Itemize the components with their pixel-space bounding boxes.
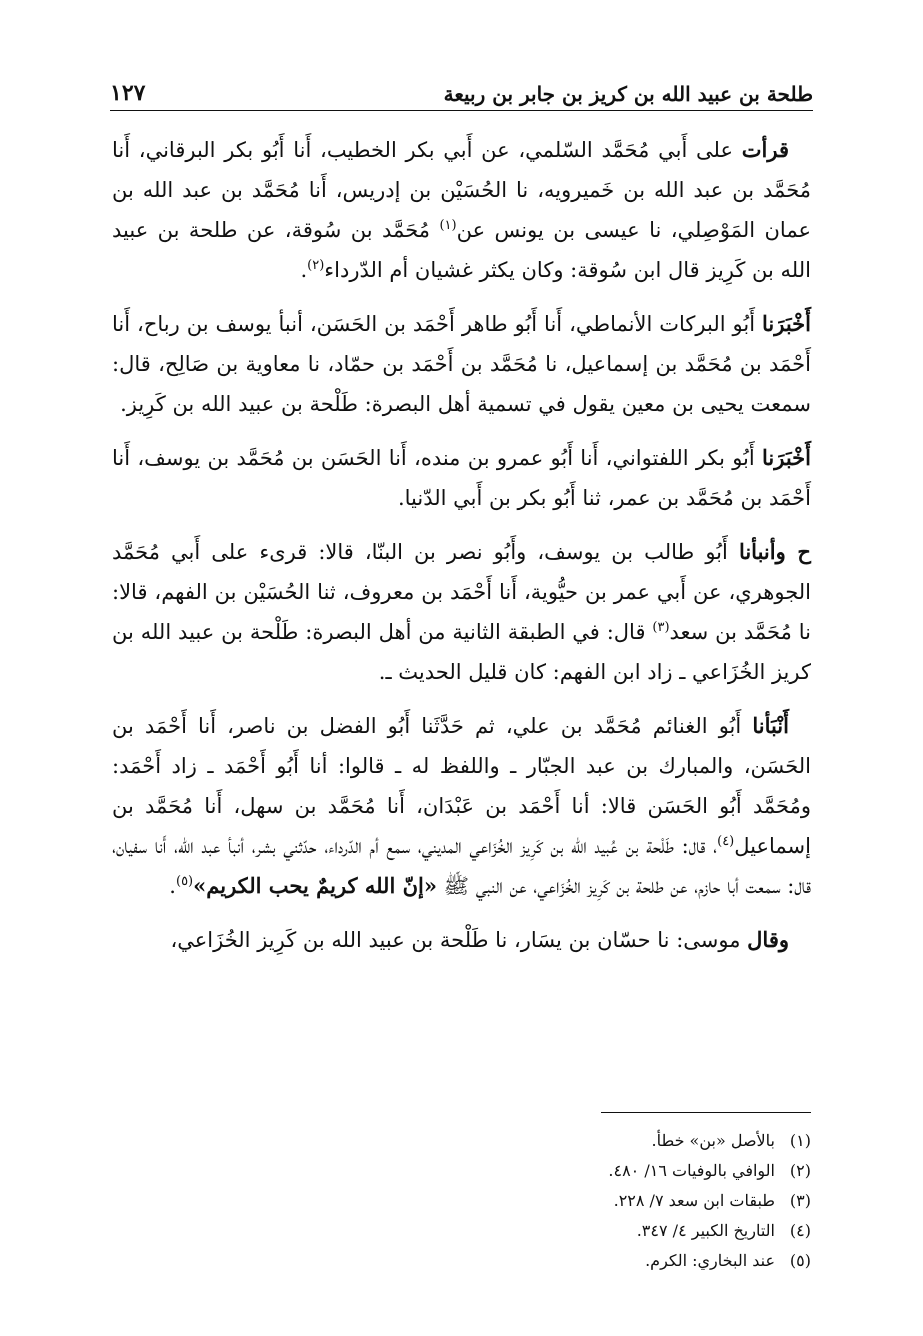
- footnote-number: (١): [789, 1131, 811, 1150]
- paragraph-text: موسى: نا حسّان بن يسَار، نا طَلْحة بن عبيد الله بن كَرِيز الخُزَاعي،: [170, 928, 748, 952]
- footnote-item: [300, 1216, 811, 1246]
- footnote-item: [300, 1156, 811, 1186]
- running-title: طلحة بن عبيد الله بن كريز بن جابر بن ربيعة: [443, 82, 813, 106]
- paragraph-text: قال: في الطبقة الثانية من أهل البصرة: طَلْحة بن عبيد الله بن كريز الخُزَاعي ـ زاد ابن الفهم: كان قليل الحديث ـ.: [112, 620, 811, 684]
- running-head: [110, 70, 813, 111]
- footnote-separator: [601, 1112, 811, 1113]
- paragraph-lead: أَخْبَرَنا: [762, 311, 811, 336]
- page-number: ١٢٧: [110, 80, 146, 106]
- paragraph-lead: ح وأنبأنا: [738, 539, 811, 564]
- paragraph-text: أَبُو البركات الأنماطي، أَنا أَبُو طاهر أَحْمَد بن الحَسَن، أنبأ يوسف بن رباح، أَنا أَحْمَد بن مُحَمَّد بن إسماعيل، نا مُحَمَّد بن أَحْمَد بن حمّاد، نا معاوية بن صَالِح، قال: سمعت يحيى بن معين يقول في تسمية أهل البصرة: طَلْحة بن عبيد الله بن كَرِيز.: [112, 312, 811, 416]
- hadith-quote: «إنّ الله كريمٌ يحب الكريم»: [193, 873, 437, 898]
- footnote-number: (٣): [789, 1191, 811, 1210]
- paragraph-text: على أَبي مُحَمَّد السّلمي، عن أَبي بكر الخطيب، أَنا أَبُو بكر البرقاني، أَنا مُحَمَّد بن عبد الله بن خَميرويه، نا الحُسَيْن بن إدريس، أَنا مُحَمَّد بن عبد الله بن عمان المَوْصِلي، نا عيسى بن يونس عن: [112, 138, 811, 242]
- paragraph-text: أَبُو طالب بن يوسف، وأَبُو نصر بن البنّا، قالا: قرىء على أَبي مُحَمَّد الجوهري، عن أَبي عمر بن حيُّوية، أَنا أَحْمَد بن معروف، ثنا الحُسَيْن بن الفهم، قالا: نا مُحَمَّد بن سعد: [112, 540, 811, 644]
- footnote-text: بالأصل «بن» خطأ.: [651, 1131, 775, 1150]
- paragraph-lead: وقال: [747, 927, 789, 952]
- paragraph-text: مُحَمَّد بن سُوقة، عن طلحة بن عبيد الله بن كَرِيز قال ابن سُوقة: وكان يكثر غشيان أم الدّرداء: [112, 218, 811, 282]
- footnote-item: [300, 1126, 811, 1156]
- paragraph-3: [112, 438, 811, 518]
- paragraph-4: [112, 532, 811, 692]
- footnote-item: [300, 1246, 811, 1276]
- paragraph-text: أَبُو بكر اللفتواني، أَنا أَبُو عمرو بن منده، أَنا الحَسَن بن مُحَمَّد بن يوسف، أَنا أَحْمَد بن مُحَمَّد بن عمر، ثنا أَبُو بكر بن أَبي الدّنيا.: [112, 446, 811, 510]
- footnote-text: الوافي بالوفيات ١٦/ ٤٨٠.: [608, 1161, 775, 1180]
- footnote-number: (٤): [789, 1221, 811, 1240]
- footnote-number: (٢): [789, 1161, 811, 1180]
- footnote-ref-1[interactable]: (١): [439, 218, 457, 233]
- footnote-ref-4[interactable]: (٤): [717, 834, 735, 849]
- paragraph-2: [112, 304, 811, 424]
- paragraph-lead: قرأت: [741, 137, 789, 162]
- footnote-ref-2[interactable]: (٢): [307, 258, 325, 273]
- paragraph-lead: أَخْبَرَنا: [762, 445, 811, 470]
- paragraph-text: .: [169, 874, 176, 898]
- footnote-number: (٥): [789, 1251, 811, 1270]
- footnote-ref-3[interactable]: (٣): [652, 620, 670, 635]
- footnote-item: [300, 1186, 811, 1216]
- footnote-ref-5[interactable]: (٥): [175, 874, 194, 889]
- paragraph-text: ، قال: طَلْحة بن عُبيد الله بن كَرِيز الخُزَاعي المديني، سمع أم الدّرداء، حدّثني بشر، أنبأ عبد الله، أَنا سفيان، قال: سمعت أبا حازم، عن طلحة بن كَرِيز الخُزَاعي، عن النبي ﷺ: [112, 834, 811, 898]
- paragraph-lead: أَنْبَأنا: [752, 713, 789, 738]
- paragraph-6: [112, 920, 811, 960]
- footnotes-list: [300, 1126, 811, 1276]
- paragraph-1: [112, 130, 811, 290]
- paragraph-text: أَبُو الغنائم مُحَمَّد بن علي، ثم حَدَّثَنا أَبُو الفضل بن ناصر، أَنا أَحْمَد بن الحَسَن، والمبارك بن عبد الجبّار ـ واللفظ له ـ قالوا: أنا أَبُو أَحْمَد ـ زاد أَحْمَد: ومُحَمَّد أَبُو الحَسَن قالا: أنا أَحْمَد بن عَبْدَان، أَنا مُحَمَّد بن سهل، أَنا مُحَمَّد بن إسماعيل: [112, 714, 811, 858]
- footnote-text: التاريخ الكبير ٤/ ٣٤٧.: [636, 1221, 775, 1240]
- footnote-text: عند البخاري: الكرم.: [645, 1251, 775, 1270]
- paragraph-text: .: [300, 258, 308, 282]
- footnote-text: طبقات ابن سعد ٧/ ٢٢٨.: [613, 1191, 775, 1210]
- paragraph-5: [112, 706, 811, 906]
- body-text: [112, 130, 811, 974]
